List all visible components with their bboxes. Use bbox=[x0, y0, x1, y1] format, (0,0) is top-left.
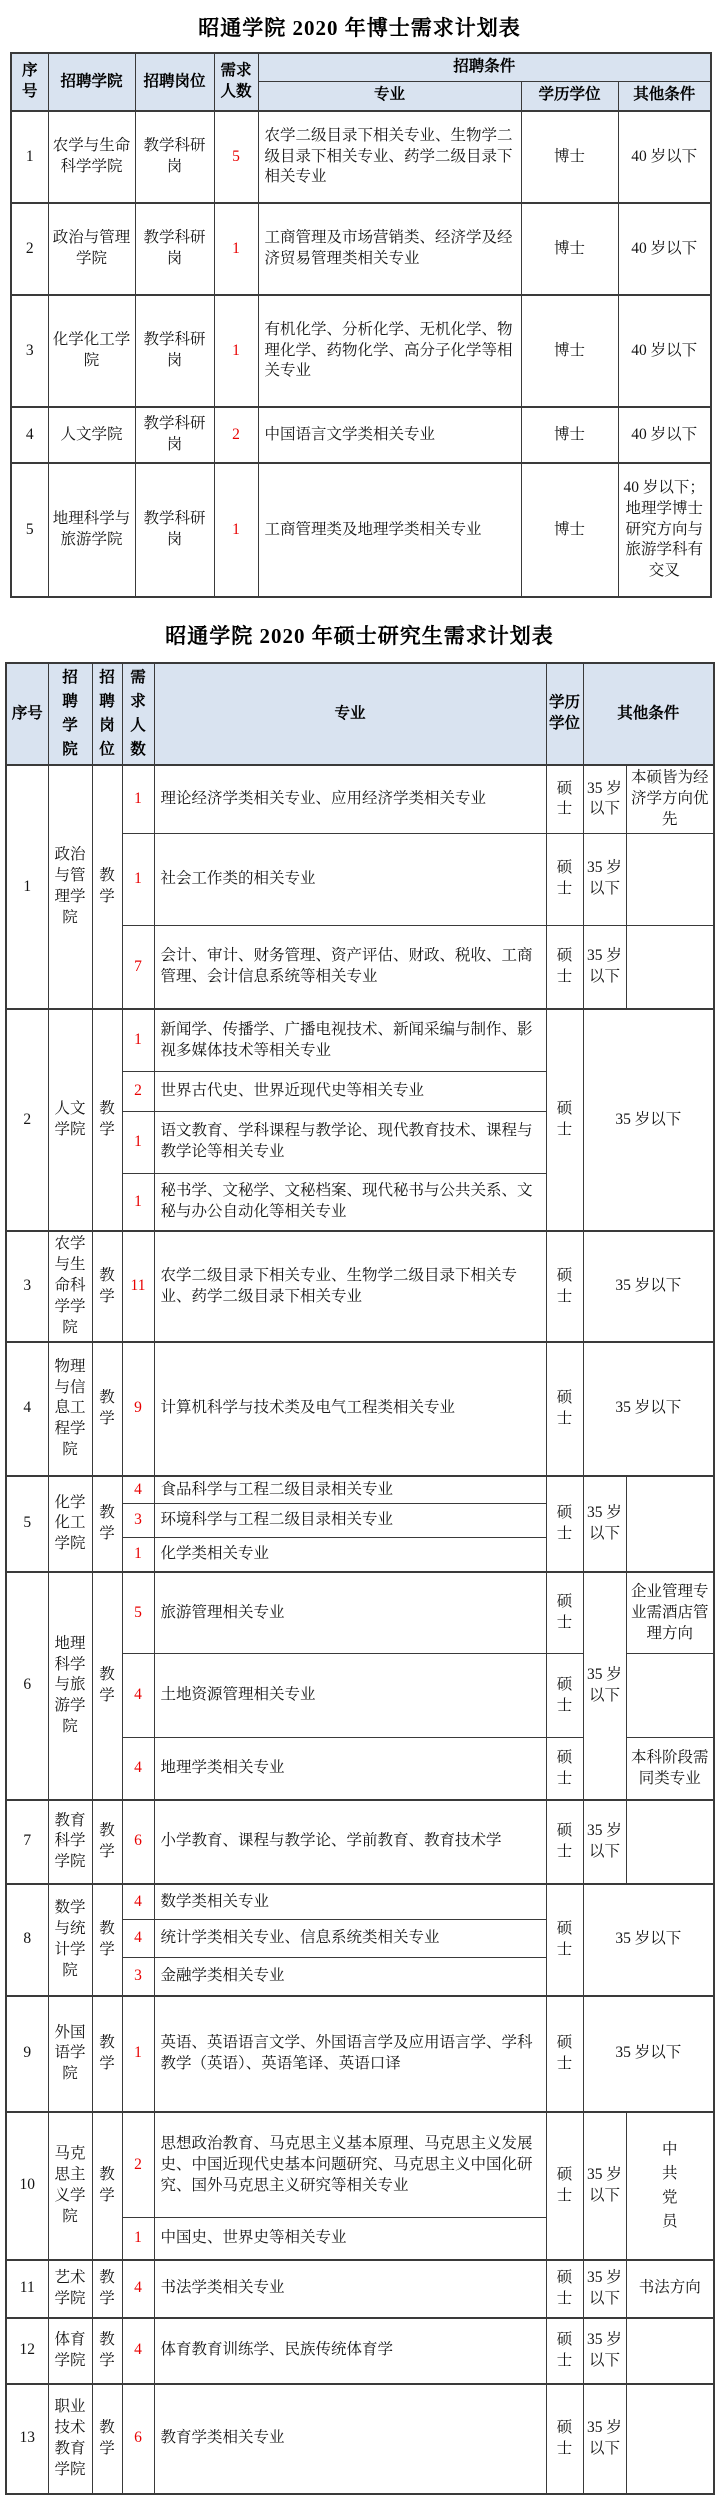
cell-count: 1 bbox=[122, 1173, 154, 1231]
cell-seq: 7 bbox=[6, 1800, 48, 1884]
cell-age: 35 岁以下 bbox=[583, 2384, 626, 2494]
cell-other: 书法方向 bbox=[626, 2260, 714, 2318]
cell-count: 1 bbox=[122, 833, 154, 925]
cell-age: 35 岁以下 bbox=[583, 1476, 626, 1572]
cell-post: 教学科研岗 bbox=[135, 111, 214, 203]
cell-age: 35 岁以下 bbox=[583, 2112, 626, 2260]
table-row bbox=[6, 1884, 714, 1920]
cell-college: 马克思主义学院 bbox=[48, 2112, 92, 2260]
cell-degree: 硕士 bbox=[546, 1884, 583, 1996]
cell-count: 4 bbox=[122, 1654, 154, 1738]
cell-major: 农学二级目录下相关专业、生物学二级目录下相关专业、药学二级目录下相关专业 bbox=[258, 111, 521, 203]
cell-other bbox=[626, 1800, 714, 1884]
cell-major: 会计、审计、财务管理、资产评估、财政、税收、工商管理、会计信息系统等相关专业 bbox=[154, 925, 546, 1009]
cell-major: 地理学类相关专业 bbox=[154, 1738, 546, 1800]
cell-college: 化学化工学院 bbox=[48, 295, 135, 407]
cell-major: 食品科学与工程二级目录相关专业 bbox=[154, 1476, 546, 1504]
header-post-text: 招聘岗位 bbox=[99, 669, 115, 759]
cell-major: 中国语言文学类相关专业 bbox=[258, 407, 521, 463]
cell-count: 4 bbox=[122, 2260, 154, 2318]
header-post: 招聘岗位 bbox=[135, 53, 214, 111]
cell-college: 体育学院 bbox=[48, 2318, 92, 2384]
cell-other: 40 岁以下；地理学博士研究方向与旅游学科有交叉 bbox=[618, 463, 711, 597]
cell-other: 企业管理专业需酒店管理方向 bbox=[626, 1572, 714, 1654]
cell-age: 35 岁以下 bbox=[583, 2318, 626, 2384]
cell-post: 教学科研岗 bbox=[135, 407, 214, 463]
cell-major: 统计学类相关专业、信息系统类相关专业 bbox=[154, 1920, 546, 1958]
masters-table bbox=[5, 662, 715, 2495]
cell-age: 35 岁以下 bbox=[583, 2260, 626, 2318]
table-row bbox=[11, 407, 711, 463]
cell-seq: 1 bbox=[6, 765, 48, 1009]
cell-post: 教学科研岗 bbox=[135, 295, 214, 407]
cell-age-other: 35 岁以下 bbox=[583, 1996, 714, 2112]
cell-seq: 1 bbox=[11, 111, 48, 203]
cell-count: 2 bbox=[122, 1071, 154, 1111]
cell-count: 1 bbox=[214, 203, 258, 295]
cell-seq: 2 bbox=[11, 203, 48, 295]
cell-major: 书法学类相关专业 bbox=[154, 2260, 546, 2318]
header-other: 其他条件 bbox=[618, 81, 711, 111]
cell-age: 35 岁以下 bbox=[583, 765, 626, 833]
cell-seq: 3 bbox=[11, 295, 48, 407]
table-row bbox=[11, 203, 711, 295]
cell-seq: 8 bbox=[6, 1884, 48, 1996]
cell-count: 4 bbox=[122, 2318, 154, 2384]
table-row bbox=[6, 1342, 714, 1476]
cell-major: 化学类相关专业 bbox=[154, 1538, 546, 1572]
cell-post: 教学 bbox=[92, 1996, 122, 2112]
cell-major: 旅游管理相关专业 bbox=[154, 1572, 546, 1654]
cell-college: 农学与生命科学学院 bbox=[48, 111, 135, 203]
cell-age: 35 岁以下 bbox=[583, 1800, 626, 1884]
cell-college: 物理与信息工程学院 bbox=[48, 1342, 92, 1476]
cell-other bbox=[626, 1654, 714, 1738]
cell-major: 工商管理类及地理学类相关专业 bbox=[258, 463, 521, 597]
cell-major: 世界古代史、世界近现代史等相关专业 bbox=[154, 1071, 546, 1111]
cell-count: 1 bbox=[122, 2218, 154, 2260]
cell-seq: 3 bbox=[6, 1231, 48, 1342]
cell-count: 5 bbox=[214, 111, 258, 203]
cell-degree: 硕士 bbox=[546, 1231, 583, 1342]
table-row bbox=[6, 1572, 714, 1654]
phd-table-title: 昭通学院 2020 年博士需求计划表 bbox=[198, 16, 521, 40]
cell-post: 教学 bbox=[92, 1231, 122, 1342]
cell-seq: 10 bbox=[6, 2112, 48, 2260]
cell-major: 社会工作类的相关专业 bbox=[154, 833, 546, 925]
header-other: 其他条件 bbox=[583, 663, 714, 765]
cell-count: 1 bbox=[122, 765, 154, 833]
header-major: 专业 bbox=[154, 663, 546, 765]
cell-seq: 4 bbox=[11, 407, 48, 463]
cell-degree: 硕士 bbox=[546, 1996, 583, 2112]
phd-table bbox=[10, 52, 712, 598]
cell-count: 4 bbox=[122, 1476, 154, 1504]
cell-other bbox=[626, 2318, 714, 2384]
table-row bbox=[6, 1996, 714, 2112]
cell-major: 工商管理及市场营销类、经济学及经济贸易管理类相关专业 bbox=[258, 203, 521, 295]
header-degree: 学历学位 bbox=[546, 663, 583, 765]
table-row bbox=[6, 1800, 714, 1884]
cell-seq: 2 bbox=[6, 1009, 48, 1231]
cell-count: 1 bbox=[214, 295, 258, 407]
cell-college: 教育科学学院 bbox=[48, 1800, 92, 1884]
cell-seq: 5 bbox=[6, 1476, 48, 1572]
cell-count: 4 bbox=[122, 1920, 154, 1958]
cell-degree: 硕士 bbox=[546, 1738, 583, 1800]
cell-other: 40 岁以下 bbox=[618, 203, 711, 295]
cell-major: 语文教育、学科课程与教学论、现代教育技术、课程与教学论等相关专业 bbox=[154, 1111, 546, 1173]
cell-post: 教学科研岗 bbox=[135, 463, 214, 597]
cell-age-other: 35 岁以下 bbox=[583, 1009, 714, 1231]
header-count-text: 需求人数 bbox=[130, 669, 146, 759]
cell-other: 本硕皆为经济学方向优先 bbox=[626, 765, 714, 833]
cell-seq: 11 bbox=[6, 2260, 48, 2318]
cell-seq: 5 bbox=[11, 463, 48, 597]
cell-college: 外国语学院 bbox=[48, 1996, 92, 2112]
header-count bbox=[122, 663, 154, 765]
cell-count: 4 bbox=[122, 1738, 154, 1800]
cell-degree: 博士 bbox=[521, 111, 618, 203]
cell-other bbox=[626, 2384, 714, 2494]
cell-major: 数学类相关专业 bbox=[154, 1884, 546, 1920]
cell-other: 40 岁以下 bbox=[618, 295, 711, 407]
cell-major: 理论经济学类相关专业、应用经济学类相关专业 bbox=[154, 765, 546, 833]
cell-count: 6 bbox=[122, 1800, 154, 1884]
cell-degree: 硕士 bbox=[546, 2260, 583, 2318]
cell-degree: 博士 bbox=[521, 295, 618, 407]
header-major: 专业 bbox=[258, 81, 521, 111]
cell-age-other: 35 岁以下 bbox=[583, 1342, 714, 1476]
cell-major: 新闻学、传播学、广播电视技术、新闻采编与制作、影视多媒体技术等相关专业 bbox=[154, 1009, 546, 1071]
cell-college: 职业技术教育学院 bbox=[48, 2384, 92, 2494]
cell-degree: 博士 bbox=[521, 407, 618, 463]
cell-degree: 硕士 bbox=[546, 765, 583, 833]
table-row bbox=[6, 1231, 714, 1342]
cell-other bbox=[626, 2112, 714, 2260]
cell-degree: 硕士 bbox=[546, 1800, 583, 1884]
cell-degree: 硕士 bbox=[546, 1572, 583, 1654]
header-college-text: 招聘学院 bbox=[62, 669, 78, 759]
cell-post: 教学 bbox=[92, 1884, 122, 1996]
cell-degree: 硕士 bbox=[546, 1654, 583, 1738]
cell-major: 农学二级目录下相关专业、生物学二级目录下相关专业、药学二级目录下相关专业 bbox=[154, 1231, 546, 1342]
header-degree: 学历学位 bbox=[521, 81, 618, 111]
cell-degree: 硕士 bbox=[546, 925, 583, 1009]
cell-degree: 硕士 bbox=[546, 1009, 583, 1231]
cell-major: 环境科学与工程二级目录相关专业 bbox=[154, 1504, 546, 1538]
cell-college: 政治与管理学院 bbox=[48, 203, 135, 295]
cell-other: 本科阶段需同类专业 bbox=[626, 1738, 714, 1800]
cell-other bbox=[626, 1476, 714, 1572]
cell-other: 40 岁以下 bbox=[618, 111, 711, 203]
cell-age: 35 岁以下 bbox=[583, 925, 626, 1009]
cell-count: 1 bbox=[214, 463, 258, 597]
cell-degree: 博士 bbox=[521, 203, 618, 295]
cell-post: 教学 bbox=[92, 2260, 122, 2318]
cell-college: 地理科学与旅游学院 bbox=[48, 463, 135, 597]
cell-count: 2 bbox=[122, 2112, 154, 2218]
cell-seq: 12 bbox=[6, 2318, 48, 2384]
cell-college: 地理科学与旅游学院 bbox=[48, 1572, 92, 1800]
cell-major: 土地资源管理相关专业 bbox=[154, 1654, 546, 1738]
cell-college: 政治与管理学院 bbox=[48, 765, 92, 1009]
cell-college: 人文学院 bbox=[48, 1009, 92, 1231]
cell-age-other: 35 岁以下 bbox=[583, 1231, 714, 1342]
cell-post: 教学 bbox=[92, 1342, 122, 1476]
cell-major: 计算机科学与技术类及电气工程类相关专业 bbox=[154, 1342, 546, 1476]
table-row bbox=[6, 765, 714, 833]
cell-age: 35 岁以下 bbox=[583, 833, 626, 925]
cell-count: 11 bbox=[122, 1231, 154, 1342]
cell-degree: 硕士 bbox=[546, 1476, 583, 1572]
cell-other-text: 中共党员 bbox=[661, 2140, 678, 2230]
table-row bbox=[6, 1009, 714, 1071]
cell-degree: 硕士 bbox=[546, 1342, 583, 1476]
cell-count: 5 bbox=[122, 1572, 154, 1654]
cell-count: 1 bbox=[122, 1009, 154, 1071]
cell-major: 教育学类相关专业 bbox=[154, 2384, 546, 2494]
cell-other: 40 岁以下 bbox=[618, 407, 711, 463]
cell-count: 7 bbox=[122, 925, 154, 1009]
table-row bbox=[6, 2384, 714, 2494]
cell-other bbox=[626, 833, 714, 925]
cell-count: 6 bbox=[122, 2384, 154, 2494]
cell-post: 教学 bbox=[92, 1572, 122, 1800]
cell-college: 农学与生命科学学院 bbox=[48, 1231, 92, 1342]
cell-post: 教学 bbox=[92, 1009, 122, 1231]
cell-age-other: 35 岁以下 bbox=[583, 1884, 714, 1996]
cell-major: 思想政治教育、马克思主义基本原理、马克思主义发展史、中国近现代史基本问题研究、马克思主义中国化研究、国外马克思主义研究等相关专业 bbox=[154, 2112, 546, 2218]
cell-post: 教学 bbox=[92, 2112, 122, 2260]
table-row bbox=[11, 111, 711, 203]
table-row bbox=[11, 463, 711, 597]
cell-seq: 4 bbox=[6, 1342, 48, 1476]
cell-age: 35 岁以下 bbox=[583, 1572, 626, 1800]
cell-major: 金融学类相关专业 bbox=[154, 1958, 546, 1996]
cell-major: 中国史、世界史等相关专业 bbox=[154, 2218, 546, 2260]
header-conditions: 招聘条件 bbox=[258, 53, 711, 81]
cell-post: 教学 bbox=[92, 2318, 122, 2384]
table-row bbox=[6, 2260, 714, 2318]
header-seq: 序号 bbox=[6, 663, 48, 765]
cell-degree: 硕士 bbox=[546, 2318, 583, 2384]
cell-college: 艺术学院 bbox=[48, 2260, 92, 2318]
cell-count: 3 bbox=[122, 1504, 154, 1538]
cell-seq: 6 bbox=[6, 1572, 48, 1800]
cell-other bbox=[626, 925, 714, 1009]
cell-college: 化学化工学院 bbox=[48, 1476, 92, 1572]
cell-count: 3 bbox=[122, 1958, 154, 1996]
cell-major: 体育教育训练学、民族传统体育学 bbox=[154, 2318, 546, 2384]
cell-count: 9 bbox=[122, 1342, 154, 1476]
cell-post: 教学科研岗 bbox=[135, 203, 214, 295]
table-row bbox=[6, 1476, 714, 1504]
table-row bbox=[6, 2318, 714, 2384]
header-seq: 序号 bbox=[11, 53, 48, 111]
cell-major: 小学教育、课程与教学论、学前教育、教育技术学 bbox=[154, 1800, 546, 1884]
cell-degree: 硕士 bbox=[546, 2384, 583, 2494]
cell-college: 数学与统计学院 bbox=[48, 1884, 92, 1996]
cell-count: 1 bbox=[122, 1996, 154, 2112]
cell-count: 4 bbox=[122, 1884, 154, 1920]
cell-count: 2 bbox=[214, 407, 258, 463]
table-row bbox=[6, 2112, 714, 2218]
cell-seq: 13 bbox=[6, 2384, 48, 2494]
cell-degree: 硕士 bbox=[546, 2112, 583, 2260]
header-count: 需求人数 bbox=[214, 53, 258, 111]
cell-post: 教学 bbox=[92, 2384, 122, 2494]
cell-degree: 博士 bbox=[521, 463, 618, 597]
cell-count: 1 bbox=[122, 1538, 154, 1572]
cell-post: 教学 bbox=[92, 1476, 122, 1572]
cell-seq: 9 bbox=[6, 1996, 48, 2112]
cell-major: 秘书学、文秘学、文秘档案、现代秘书与公共关系、文秘与办公自动化等相关专业 bbox=[154, 1173, 546, 1231]
cell-college: 人文学院 bbox=[48, 407, 135, 463]
cell-major: 英语、英语语言文学、外国语言学及应用语言学、学科教学（英语）、英语笔译、英语口译 bbox=[154, 1996, 546, 2112]
cell-post: 教学 bbox=[92, 1800, 122, 1884]
cell-degree: 硕士 bbox=[546, 833, 583, 925]
table-row bbox=[11, 295, 711, 407]
masters-table-title: 昭通学院 2020 年硕士研究生需求计划表 bbox=[165, 624, 554, 648]
header-post bbox=[92, 663, 122, 765]
cell-major: 有机化学、分析化学、无机化学、物理化学、药物化学、高分子化学等相关专业 bbox=[258, 295, 521, 407]
header-college: 招聘学院 bbox=[48, 53, 135, 111]
cell-post: 教学 bbox=[92, 765, 122, 1009]
header-college bbox=[48, 663, 92, 765]
cell-count: 1 bbox=[122, 1111, 154, 1173]
